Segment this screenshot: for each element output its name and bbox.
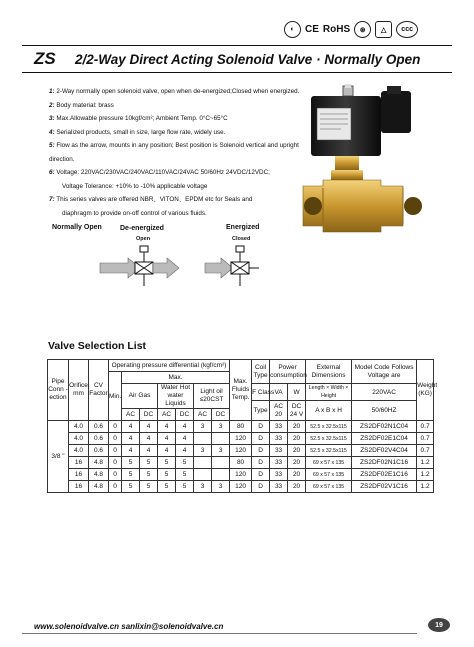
- cell: 20: [288, 421, 306, 433]
- cell: 1.2: [417, 481, 434, 493]
- cell: 120: [230, 433, 252, 445]
- cell: 3: [212, 421, 230, 433]
- cell: 69 x 57 x 135: [306, 481, 352, 493]
- cell: 4: [140, 445, 158, 457]
- cell: D: [252, 433, 270, 445]
- series-code: ZS: [34, 49, 56, 68]
- cert-seal-icon: ⊛: [354, 21, 371, 38]
- spec-item: 1: 2-Way normally open solenoid valve, open when de-energized;Closed when energized.: [49, 88, 300, 95]
- cell: 16: [69, 481, 89, 493]
- cell: 0: [109, 481, 122, 493]
- header-rule-top: [22, 45, 452, 46]
- cell: 0: [109, 445, 122, 457]
- footer-rule: [22, 633, 417, 634]
- cell: 33: [270, 445, 288, 457]
- header-ac: AC: [122, 409, 140, 421]
- cell: 0: [109, 421, 122, 433]
- table-row: [48, 469, 434, 481]
- cell: 0.7: [417, 421, 434, 433]
- cell: 4: [158, 445, 176, 457]
- cell: 20: [288, 445, 306, 457]
- spec-item: 5: Flow as the arrow, mounts in any position; Best position is Solenoid vertical and upright direction.: [49, 142, 299, 163]
- header-va: VA: [270, 384, 288, 401]
- header-max: Max.: [122, 372, 230, 384]
- ce-mark-logo-icon: ◐: [284, 21, 301, 38]
- header-pipe-connection: Pipe Conn -ection: [48, 360, 69, 421]
- header-orifice: Orifice mm: [69, 360, 89, 421]
- cell: 0.6: [89, 421, 109, 433]
- cell: 4: [122, 445, 140, 457]
- header-light-oil: Light oil ≤20CST: [194, 384, 230, 409]
- cell: 69 x 57 x 135: [306, 469, 352, 481]
- cell: 16: [69, 469, 89, 481]
- cell: 3: [194, 481, 212, 493]
- cell: 120: [230, 445, 252, 457]
- spec-item: 3: Max.Allowable pressure 10kgf/cm²; Ambient Temp. 0°C~65°C: [49, 115, 228, 122]
- cell: 52.5 x 32.5x115: [306, 433, 352, 445]
- cell: 0.7: [417, 445, 434, 457]
- cell: 52.5 x 32.5x115: [306, 445, 352, 457]
- header-dc24: DC 24 V: [288, 401, 306, 421]
- cell: 5: [140, 469, 158, 481]
- cell: [194, 469, 212, 481]
- spec-item: diaphragm to provide on-off control of various fluids.: [62, 209, 207, 217]
- de-energized-label: De-energized: [120, 225, 164, 232]
- header-type: Type: [252, 401, 270, 421]
- cell: 0: [109, 433, 122, 445]
- cell: [212, 433, 230, 445]
- table-row: [48, 421, 434, 433]
- cell: 5: [140, 481, 158, 493]
- cell: 4.0: [69, 433, 89, 445]
- header-coil-type: Coil Type: [252, 360, 270, 384]
- cell: 4.0: [69, 445, 89, 457]
- header-air-gas: Air Gas: [122, 384, 158, 409]
- cell: 4: [122, 421, 140, 433]
- cell: 4: [122, 433, 140, 445]
- cell: 4: [140, 421, 158, 433]
- cell: 0: [109, 469, 122, 481]
- header-cv-factor: CV Factor: [89, 360, 109, 421]
- cell: 3: [194, 421, 212, 433]
- header-f-class: F Class: [252, 384, 270, 401]
- cell: ZS2DF02V1C16: [352, 481, 417, 493]
- cell: 5: [158, 457, 176, 469]
- energized-label: Energized: [226, 224, 260, 231]
- cell: ZS2DF02E1C04: [352, 433, 417, 445]
- cell: 69 x 57 x 135: [306, 457, 352, 469]
- ce-mark: CE: [305, 24, 319, 35]
- header-w: W: [288, 384, 306, 401]
- cell: D: [252, 457, 270, 469]
- header-dc: DC: [140, 409, 158, 421]
- valve-selection-table: [47, 359, 438, 493]
- page-number: 19: [428, 618, 450, 632]
- cell: 5: [122, 457, 140, 469]
- header-model-code: Model Code Follows Voltage are: [352, 360, 417, 384]
- cell: 33: [270, 469, 288, 481]
- cell: 1.2: [417, 457, 434, 469]
- header-axbxh: A x B x H: [306, 401, 352, 421]
- cell: 5: [140, 457, 158, 469]
- cell: 4: [176, 445, 194, 457]
- cell: 120: [230, 481, 252, 493]
- open-state-label: Open: [136, 236, 151, 242]
- cell: 0.7: [417, 433, 434, 445]
- cell: 4.8: [89, 457, 109, 469]
- cell: 80: [230, 421, 252, 433]
- spec-item: Voltage Tolerance: +10% to -10% applicable voltage: [62, 182, 208, 190]
- cell: 5: [176, 469, 194, 481]
- cell: 5: [122, 469, 140, 481]
- valve-state-diagram: [95, 242, 265, 292]
- cell: 16: [69, 457, 89, 469]
- cell: 20: [288, 481, 306, 493]
- cell: 80: [230, 457, 252, 469]
- header-220vac: 220VAC: [352, 384, 417, 401]
- cell: 33: [270, 433, 288, 445]
- cell: ZS2DF02N1C16: [352, 457, 417, 469]
- cell: D: [252, 469, 270, 481]
- cell: 33: [270, 481, 288, 493]
- closed-state-label: Closed: [232, 236, 251, 242]
- cell: D: [252, 445, 270, 457]
- table-row: [48, 433, 434, 445]
- spec-item: 4: Serialized products, small in size, large flow rate, widely use.: [49, 128, 226, 136]
- closed-valve-symbol-icon: [205, 246, 259, 286]
- cell: 3: [212, 481, 230, 493]
- cell: 4: [176, 433, 194, 445]
- rohs-mark: RoHS: [322, 24, 351, 35]
- spec-item: 6: Voltage: 220VAC/230VAC/240VAC/110VAC/24VAC 50/60Hz 24VDC/12VDC;: [49, 169, 270, 176]
- header-lwh: Length × Width × Height: [306, 384, 352, 401]
- cell: 4: [158, 433, 176, 445]
- table-row: [48, 481, 434, 493]
- header-power-consumption: Power consumption: [270, 360, 306, 384]
- header-ac: AC: [194, 409, 212, 421]
- cell: 20: [288, 457, 306, 469]
- footer-contact: www.solenoidvalve.cn sanlixin@solenoidvalve.cn: [34, 622, 224, 631]
- header-rule-bottom: [22, 72, 452, 73]
- cell: 52.5 x 32.5x115: [306, 421, 352, 433]
- cell: 33: [270, 421, 288, 433]
- header-water: Water Hot water Liquids: [158, 384, 194, 409]
- approval-seal-icon: △: [375, 21, 392, 38]
- cell: ZS2DF02E1C16: [352, 469, 417, 481]
- header-ac: AC: [158, 409, 176, 421]
- cell: D: [252, 481, 270, 493]
- cell: 5: [176, 481, 194, 493]
- header-max-fluid-temp: Max. Fluids Temp.: [230, 360, 252, 421]
- cell: 5: [176, 457, 194, 469]
- section-title: Valve Selection List: [48, 340, 147, 352]
- cell: 5: [122, 481, 140, 493]
- table-row: [48, 457, 434, 469]
- header-operating-pressure: Operating pressure differential (kgf/cm²): [109, 360, 230, 372]
- header-5060hz: 50/60HZ: [352, 401, 417, 421]
- cell: [194, 433, 212, 445]
- table-row: [48, 445, 434, 457]
- header-external-dimensions: External Dimensions: [306, 360, 352, 384]
- cell: 1.2: [417, 469, 434, 481]
- open-valve-symbol-icon: [100, 246, 179, 286]
- header-min: Min.: [109, 372, 122, 421]
- header-dc: DC: [212, 409, 230, 421]
- cell: 3: [194, 445, 212, 457]
- cell: [212, 457, 230, 469]
- cell: D: [252, 421, 270, 433]
- cell: 4: [176, 421, 194, 433]
- cell: 20: [288, 469, 306, 481]
- cell: 3: [212, 445, 230, 457]
- cell: 4.8: [89, 469, 109, 481]
- ccc-seal-icon: ccc: [396, 21, 418, 38]
- cell: 5: [158, 481, 176, 493]
- cell: 4: [140, 433, 158, 445]
- spec-item: 2: Body material: brass: [49, 101, 114, 109]
- header-dc: DC: [176, 409, 194, 421]
- header-weight: Weight (KG): [417, 360, 434, 421]
- solenoid-valve-photo-icon: [301, 86, 431, 236]
- cell: [194, 457, 212, 469]
- cell: 120: [230, 469, 252, 481]
- header-ac20: AC 20: [270, 401, 288, 421]
- cell: 0: [109, 457, 122, 469]
- page-title: 2/2-Way Direct Acting Solenoid Valve · Normally Open: [75, 52, 421, 67]
- cell: 4: [158, 421, 176, 433]
- cell: 20: [288, 433, 306, 445]
- cell: 5: [158, 469, 176, 481]
- spec-list: [49, 85, 319, 220]
- cell: 0.6: [89, 445, 109, 457]
- cell: ZS2DF02V4C04: [352, 445, 417, 457]
- cell: [212, 469, 230, 481]
- pipe-size-cell: 3/8 ": [48, 421, 69, 493]
- cell: 0.6: [89, 433, 109, 445]
- cell: 33: [270, 457, 288, 469]
- spec-item: 7: This series valves are offered NBR、VITON、EPDM etc for Seals and: [49, 196, 253, 203]
- normally-open-label: Normally Open: [52, 224, 102, 231]
- cell: 4.0: [69, 421, 89, 433]
- cell: 4.8: [89, 481, 109, 493]
- certification-logos: [284, 21, 418, 38]
- cell: ZS2DF02N1C04: [352, 421, 417, 433]
